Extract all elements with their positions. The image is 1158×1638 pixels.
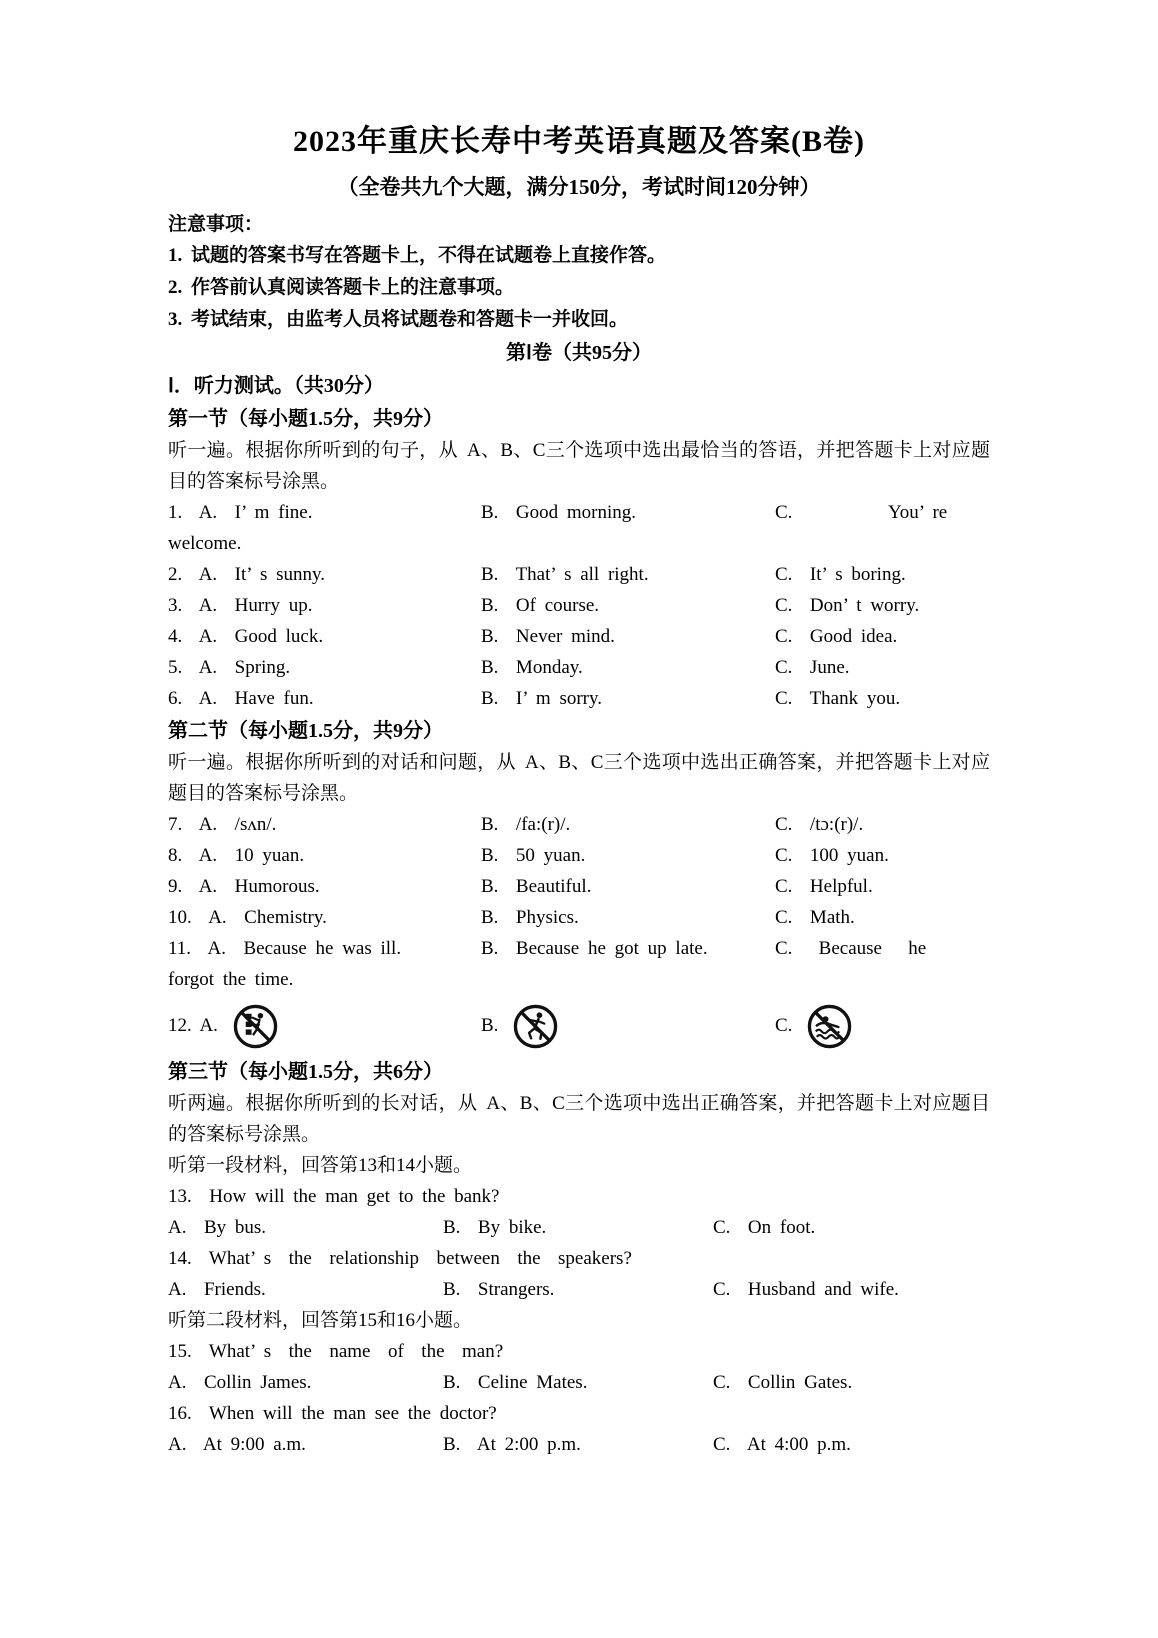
volume-heading: 第Ⅰ卷（共95分）	[506, 342, 652, 364]
option-c: C. 100 yuan.	[775, 845, 889, 866]
option-c: C. Helpful.	[775, 876, 873, 897]
no-running-icon	[512, 1003, 559, 1050]
option-c: C. Don’ t worry.	[775, 595, 920, 616]
option-c: C. You’ re	[775, 502, 948, 523]
option-c: C. Thank you.	[775, 688, 901, 709]
notice-item: 3. 考试结束，由监考人员将试题卷和答题卡一并收回。	[168, 309, 629, 330]
material-note: 听第一段材料，回答第13和14小题。	[168, 1155, 473, 1176]
option-c: C. Good idea.	[775, 626, 898, 647]
section1-questions	[168, 497, 990, 714]
section-1	[168, 404, 990, 714]
question-option-row	[168, 590, 990, 621]
section3-group-2	[168, 1305, 990, 1460]
answer-a: A. By bus.	[168, 1217, 267, 1238]
question-text: 16. When will the man see the doctor?	[168, 1403, 497, 1424]
section3-group-1	[168, 1150, 990, 1305]
answer-c: C. Collin Gates.	[713, 1372, 853, 1393]
option-a: 10. A. Chemistry.	[168, 907, 327, 928]
no-climbing-icon	[232, 1003, 279, 1050]
question-option-row	[168, 652, 990, 683]
question-option-row	[168, 840, 990, 871]
no-swimming-icon	[806, 1003, 853, 1050]
question-option-row	[168, 902, 990, 933]
page-subtitle: （全卷共九个大题，满分150分，考试时间120分钟）	[337, 175, 821, 199]
answer-b: B. Celine Mates.	[443, 1372, 588, 1393]
answer-row	[168, 1274, 990, 1305]
notice-item: 2. 作答前认真阅读答题卡上的注意事项。	[168, 277, 515, 298]
option-b: B. I’ m sorry.	[481, 688, 603, 709]
question-option-row	[168, 559, 990, 590]
option-c: C. June.	[775, 657, 850, 678]
option-a: 3. A. Hurry up.	[168, 595, 313, 616]
question-12-option-a	[168, 1003, 481, 1050]
option-overflow-line: welcome.	[168, 533, 242, 554]
option-b: B. Physics.	[481, 907, 579, 928]
option-a-label: 12. A.	[168, 1015, 218, 1036]
option-a: 1. A. I’ m fine.	[168, 502, 313, 523]
option-c-label: C.	[775, 1015, 793, 1036]
option-b: B. Never mind.	[481, 626, 615, 647]
section1-heading: 第一节（每小题1.5分，共9分）	[168, 408, 443, 430]
option-b: B. /fa:(r)/.	[481, 814, 571, 835]
question-12-option-c	[775, 1003, 990, 1050]
option-b: B. 50 yuan.	[481, 845, 586, 866]
section2-heading: 第二节（每小题1.5分，共9分）	[168, 720, 443, 742]
answer-b: B. Strangers.	[443, 1279, 555, 1300]
question-12-option-b	[481, 1003, 775, 1050]
question-option-row	[168, 621, 990, 652]
question-option-row	[168, 871, 990, 902]
option-a: 11. A. Because he was ill.	[168, 938, 402, 959]
section3-heading: 第三节（每小题1.5分，共6分）	[168, 1061, 443, 1083]
option-a: 5. A. Spring.	[168, 657, 291, 678]
material-note: 听第二段材料，回答第15和16小题。	[168, 1310, 473, 1331]
option-b: B. Monday.	[481, 657, 583, 678]
answer-c: C. Husband and wife.	[713, 1279, 899, 1300]
question-text: 14. What’ s the relationship between the speakers?	[168, 1248, 632, 1269]
notices-heading: 注意事项：	[168, 214, 264, 235]
option-b: B. Of course.	[481, 595, 600, 616]
answer-a: A. Friends.	[168, 1279, 266, 1300]
answer-a: A. At 9:00 a.m.	[168, 1434, 306, 1455]
option-b: B. Good morning.	[481, 502, 637, 523]
section3-instruction: 听两遍。根据你所听到的长对话，从 A、B、C三个选项中选出正确答案，并把答题卡上对应题目的答案标号涂黑。	[168, 1093, 990, 1145]
question-option-row	[168, 497, 990, 528]
answer-row	[168, 1429, 990, 1460]
option-c: C. Math.	[775, 907, 855, 928]
option-a: 6. A. Have fun.	[168, 688, 314, 709]
answer-row	[168, 1212, 990, 1243]
question-12-row	[168, 997, 990, 1055]
answer-a: A. Collin James.	[168, 1372, 312, 1393]
answer-c: C. At 4:00 p.m.	[713, 1434, 851, 1455]
section2-instruction: 听一遍。根据你所听到的对话和问题，从 A、B、C三个选项中选出正确答案，并把答题卡上对应题目的答案标号涂黑。	[168, 752, 990, 804]
option-overflow-line: forgot the time.	[168, 969, 294, 990]
question-option-row	[168, 933, 990, 964]
group1-questions	[168, 1181, 990, 1305]
answer-c: C. On foot.	[713, 1217, 816, 1238]
section1-instruction: 听一遍。根据你所听到的句子，从 A、B、C三个选项中选出最恰当的答语，并把答题卡上对应题目的答案标号涂黑。	[168, 440, 990, 492]
option-c: C. Because he	[775, 938, 927, 959]
option-b: B. That’ s all right.	[481, 564, 649, 585]
listening-heading: Ⅰ．听力测试。（共30分）	[168, 375, 384, 397]
option-a: 7. A. /sʌn/.	[168, 814, 277, 835]
answer-b: B. By bike.	[443, 1217, 547, 1238]
option-b-label: B.	[481, 1015, 499, 1036]
section-3	[168, 1057, 990, 1460]
option-b: B. Beautiful.	[481, 876, 592, 897]
question-option-row	[168, 809, 990, 840]
group2-questions	[168, 1336, 990, 1460]
answer-b: B. At 2:00 p.m.	[443, 1434, 581, 1455]
section-2	[168, 716, 990, 1055]
notice-item: 1. 试题的答案书写在答题卡上，不得在试题卷上直接作答。	[168, 245, 667, 266]
option-c: C. It’ s boring.	[775, 564, 906, 585]
option-a: 8. A. 10 yuan.	[168, 845, 305, 866]
question-text: 13. How will the man get to the bank?	[168, 1186, 500, 1207]
page-title: 2023年重庆长寿中考英语真题及答案(B卷)	[293, 125, 865, 158]
option-b: B. Because he got up late.	[481, 938, 708, 959]
option-c: C. /tɔ:(r)/.	[775, 814, 864, 835]
option-a: 4. A. Good luck.	[168, 626, 324, 647]
question-option-row	[168, 683, 990, 714]
answer-row	[168, 1367, 990, 1398]
option-a: 2. A. It’ s sunny.	[168, 564, 325, 585]
notices-block	[168, 209, 990, 336]
section2-questions	[168, 809, 990, 995]
notices-list	[168, 240, 990, 336]
question-text: 15. What’ s the name of the man?	[168, 1341, 504, 1362]
option-a: 9. A. Humorous.	[168, 876, 320, 897]
